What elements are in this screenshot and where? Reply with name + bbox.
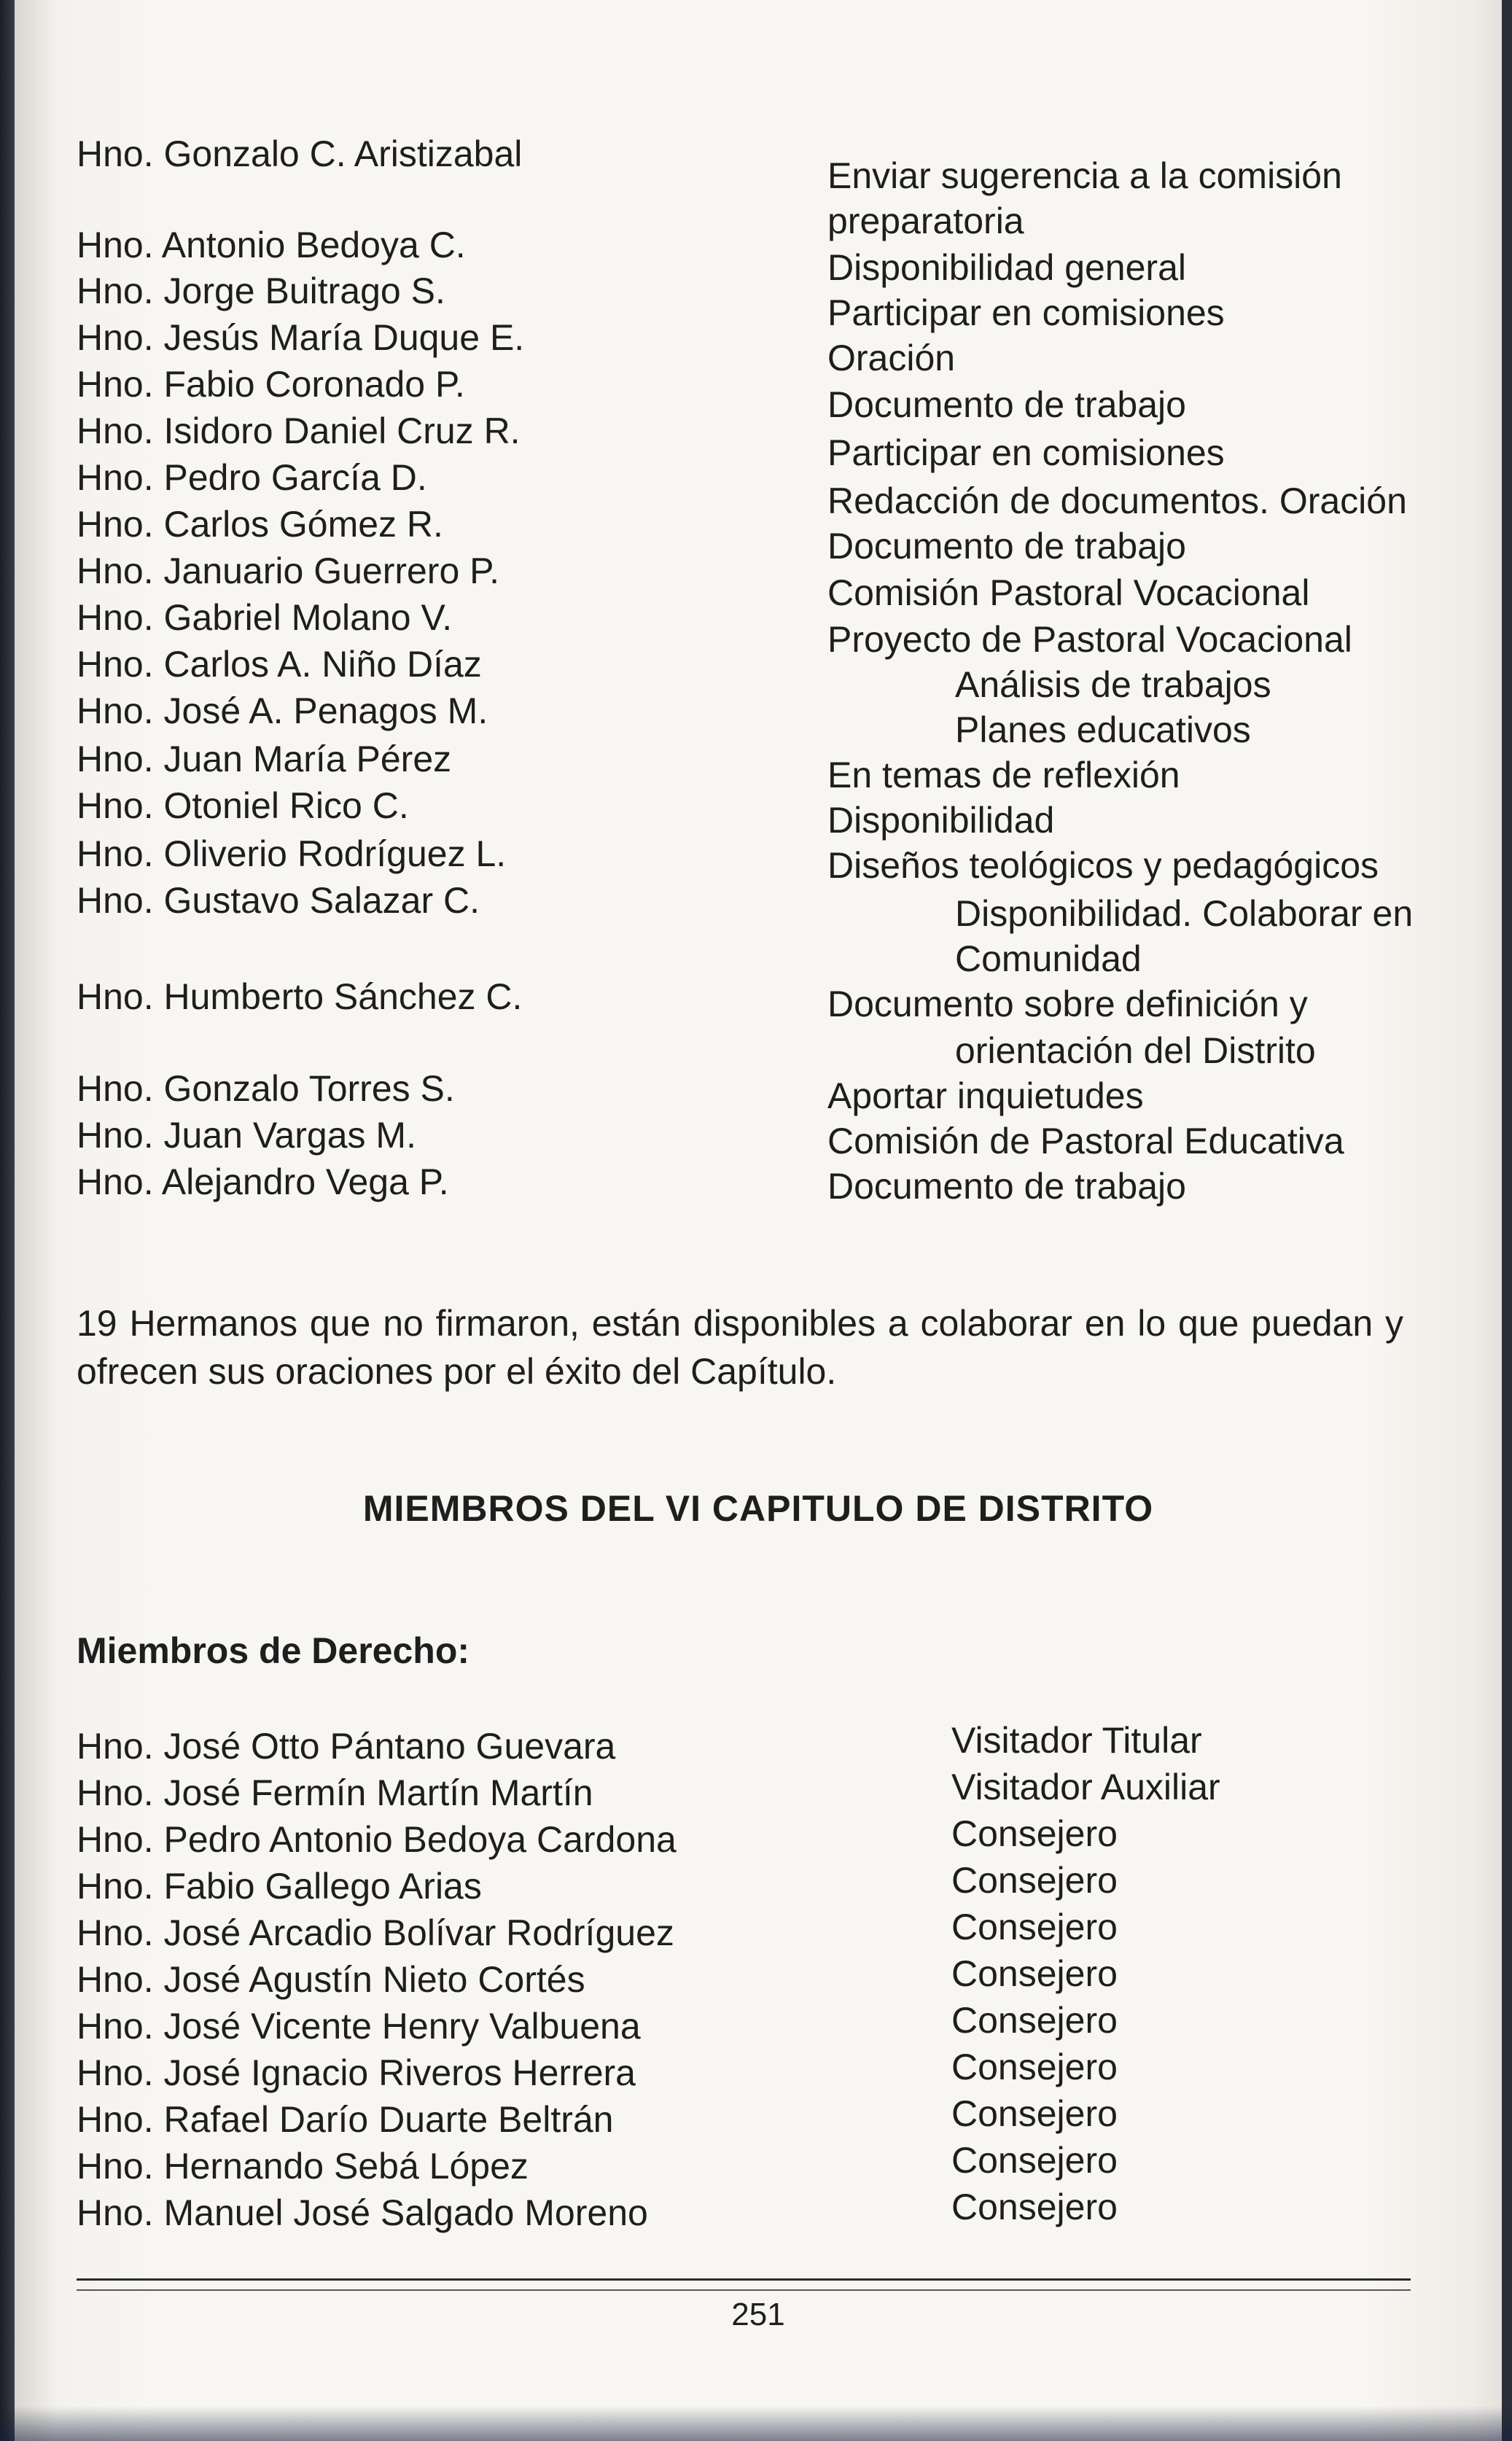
member-name: Hno. José Agustín Nieto Cortés — [77, 1959, 585, 2000]
member-name: Hno. José Vicente Henry Valbuena — [77, 2006, 641, 2047]
contribution: Planes educativos — [955, 709, 1251, 750]
contribution: Documento de trabajo — [827, 526, 1186, 567]
brother-name: Hno. Gonzalo Torres S. — [77, 1068, 455, 1109]
contribution: Oración — [827, 338, 956, 378]
brother-name: Hno. Jorge Buitrago S. — [77, 270, 445, 311]
member-name: Hno. Hernando Sebá López — [77, 2146, 529, 2187]
brother-name: Hno. Gustavo Salazar C. — [77, 880, 480, 921]
contribution: Análisis de trabajos — [955, 664, 1271, 705]
member-name: Hno. José Otto Pántano Guevara — [77, 1726, 616, 1767]
brother-name: Hno. Carlos Gómez R. — [77, 504, 443, 545]
contribution: Aportar inquietudes — [827, 1075, 1144, 1116]
member-name: Hno. Pedro Antonio Bedoya Cardona — [77, 1819, 677, 1860]
brother-name: Hno. Otoniel Rico C. — [77, 785, 409, 826]
brother-name: Hno. Antonio Bedoya C. — [77, 225, 466, 265]
member-role: Visitador Auxiliar — [951, 1767, 1220, 1807]
contribution: Documento de trabajo — [827, 1166, 1186, 1207]
contribution: Disponibilidad — [827, 800, 1055, 841]
brother-name: Hno. Carlos A. Niño Díaz — [77, 644, 482, 685]
section-title: MIEMBROS DEL VI CAPITULO DE DISTRITO — [362, 1488, 1154, 1529]
brother-name: Hno. Isidoro Daniel Cruz R. — [77, 410, 521, 451]
contribution: Participar en comisiones — [827, 432, 1225, 473]
book-binding-shadow — [0, 0, 15, 2441]
member-role: Consejero — [951, 1953, 1118, 1994]
brother-name: Hno. Januario Guerrero P. — [77, 550, 499, 591]
member-role: Consejero — [951, 2140, 1118, 2181]
member-role: Consejero — [951, 2187, 1118, 2227]
contribution: orientación del Distrito — [955, 1030, 1316, 1071]
member-name: Hno. Fabio Gallego Arias — [77, 1866, 482, 1907]
page-number: 251 — [731, 2297, 785, 2332]
contribution: Proyecto de Pastoral Vocacional — [827, 619, 1352, 660]
member-name: Hno. Rafael Darío Duarte Beltrán — [77, 2099, 614, 2140]
member-role: Consejero — [951, 2093, 1118, 2134]
member-role: Consejero — [951, 1907, 1118, 1947]
contribution: Disponibilidad. Colaborar en — [955, 893, 1414, 934]
brother-name: Hno. Jesús María Duque E. — [77, 317, 525, 358]
brother-name: Hno. Fabio Coronado P. — [77, 364, 465, 405]
document-page — [15, 0, 1502, 2441]
contribution: Comunidad — [955, 938, 1142, 979]
bottom-edge-shadow — [0, 2406, 1512, 2441]
contribution: Comisión de Pastoral Educativa — [827, 1121, 1344, 1161]
member-role: Consejero — [951, 2047, 1118, 2087]
brother-name: Hno. Gonzalo C. Aristizabal — [77, 133, 523, 174]
member-role: Consejero — [951, 2000, 1118, 2041]
brother-name: Hno. Gabriel Molano V. — [77, 597, 453, 638]
footer-rule — [77, 2278, 1411, 2281]
contribution: Disponibilidad general — [827, 247, 1186, 288]
member-role: Consejero — [951, 1860, 1118, 1901]
member-name: Hno. Manuel José Salgado Moreno — [77, 2192, 648, 2233]
note-paragraph: 19 Hermanos que no firmaron, están disponibles a colaborar en lo que puedan y ofrecen sus oraciones por el éxito del Capítulo. — [77, 1303, 1403, 1392]
contribution: Comisión Pastoral Vocacional — [827, 572, 1310, 613]
contribution: Diseños teológicos y pedagógicos — [827, 845, 1379, 886]
member-role: Visitador Titular — [951, 1720, 1202, 1761]
member-name: Hno. José Fermín Martín Martín — [77, 1772, 593, 1813]
brother-name: Hno. Juan Vargas M. — [77, 1115, 416, 1156]
brother-name: Hno. Oliverio Rodríguez L. — [77, 833, 507, 874]
footer-rule-thin — [77, 2289, 1411, 2291]
brother-name: Hno. Pedro García D. — [77, 457, 427, 498]
subsection-title: Miembros de Derecho: — [77, 1630, 470, 1671]
brother-name: Hno. Alejandro Vega P. — [77, 1161, 449, 1202]
member-role: Consejero — [951, 1813, 1118, 1854]
member-name: Hno. José Ignacio Riveros Herrera — [77, 2052, 636, 2093]
brother-name: Hno. José A. Penagos M. — [77, 690, 488, 731]
contribution: Documento de trabajo — [827, 384, 1186, 425]
contribution: preparatoria — [827, 201, 1024, 241]
contribution: Enviar sugerencia a la comisión — [827, 155, 1342, 196]
contribution: Participar en comisiones — [827, 292, 1225, 333]
brother-name: Hno. Juan María Pérez — [77, 739, 452, 779]
brother-name: Hno. Humberto Sánchez C. — [77, 976, 523, 1017]
contribution: En temas de reflexión — [827, 755, 1180, 795]
contribution: Documento sobre definición y — [827, 984, 1308, 1024]
contribution: Redacción de documentos. Oración — [827, 480, 1407, 521]
member-name: Hno. José Arcadio Bolívar Rodríguez — [77, 1912, 674, 1953]
